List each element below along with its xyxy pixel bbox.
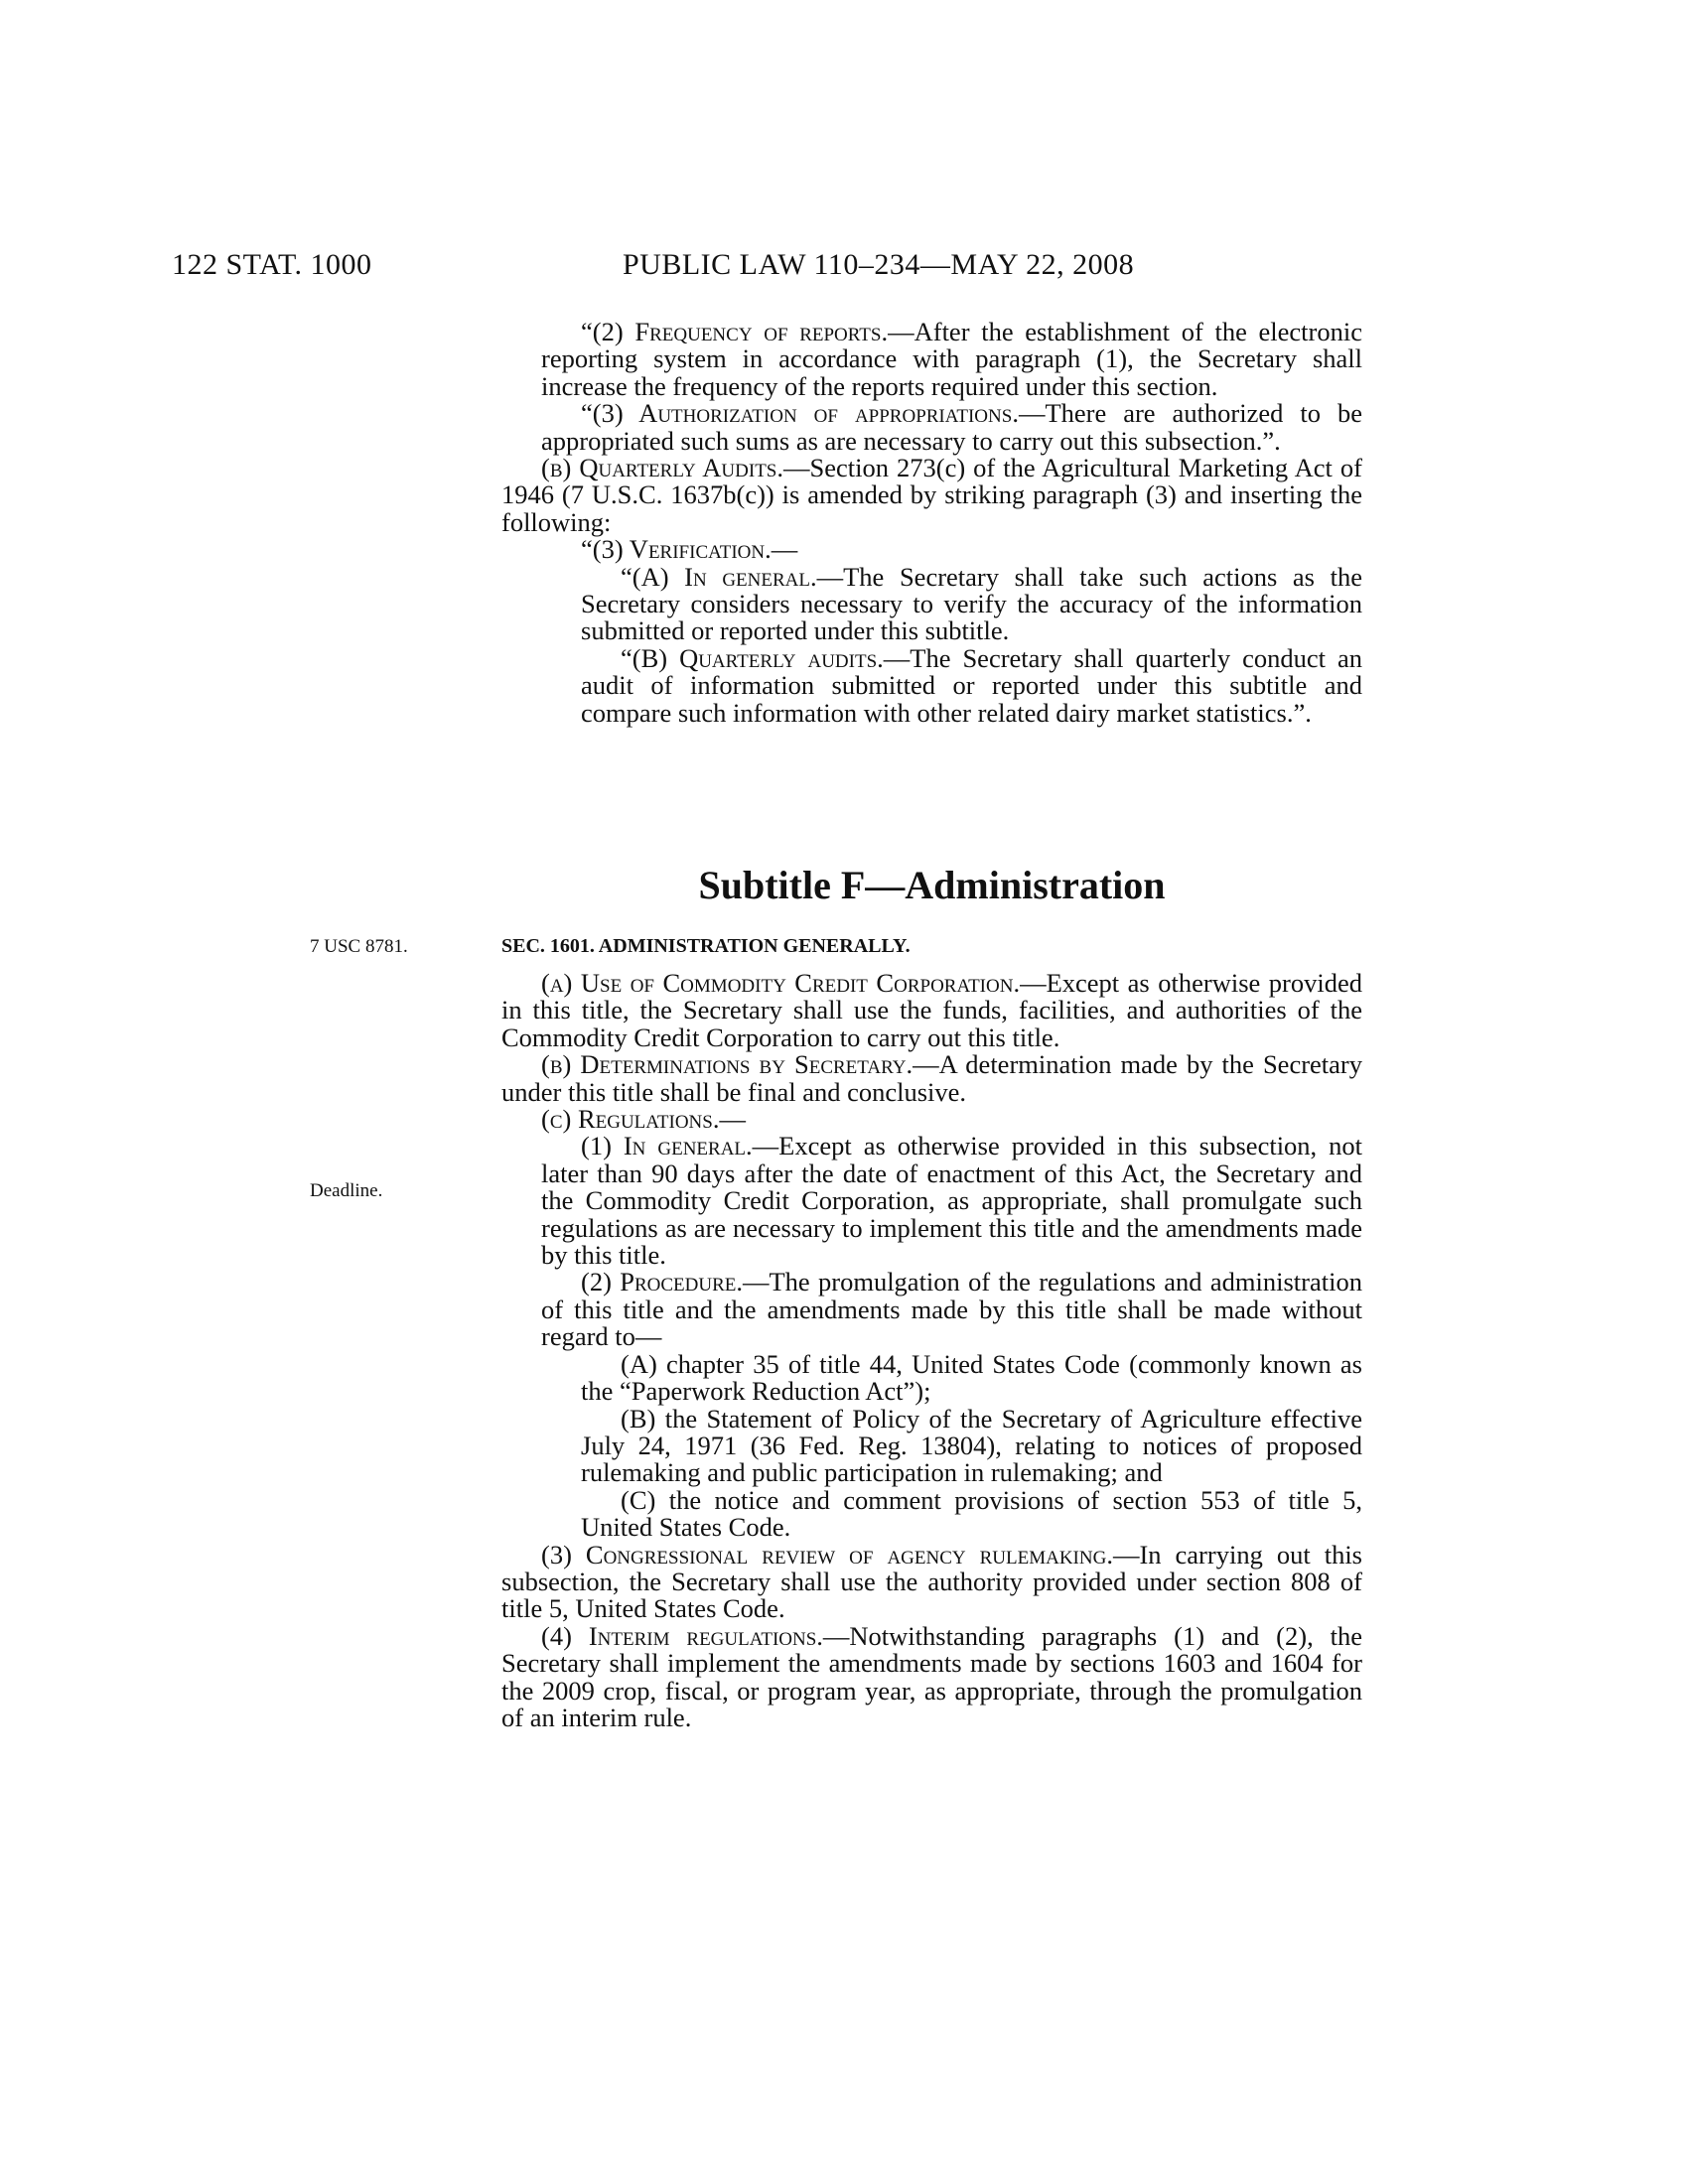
subtitle-heading: Subtitle F—Administration — [698, 863, 1166, 907]
subsection-c: (c) Regulations.— — [541, 1104, 746, 1135]
subparagraph-b-quarterly-audits: “(B) Quarterly audits.—The Secretary shall quarterly conduct an audit of information submitted or reported under this subtitle and compare such information with other related dairy market statistics.”. — [581, 642, 1363, 728]
paragraph-3-verification: “(3) Verification.— — [581, 534, 798, 565]
statute-page-number: 122 STAT. 1000 — [172, 248, 372, 281]
paragraph-c1: (1) In general.—Except as otherwise provided in this subsection, not later than 90 days after the date of enactment of this Act, the Secretary and the Commodity Credit Corporation, as appropriate, shall promulgate such regulations as are necessary to implement this title and the amendments made by this title. — [541, 1131, 1362, 1271]
section-1601-body — [501, 970, 1362, 1731]
paragraph-2-frequency: “(2) Frequency of reports.—After the establishment of the electronic reporting system in accordance with paragraph (1), the Secretary shall increase the frequency of the reports required under this section. — [541, 317, 1362, 401]
subsection-b: (b) Determinations by Secretary.—A determination made by the Secretary under this title shall be final and conclusive. — [501, 1049, 1362, 1107]
clause-c2a: (A) chapter 35 of title 44, United States Code (commonly known as the “Paperwork Reduction Act”); — [581, 1348, 1362, 1407]
paragraph-c3: (3) Congressional review of agency rulemaking.—In carrying out this subsection, the Secretary shall use the authority provided under section 808 of title 5, United States Code. — [501, 1539, 1362, 1624]
continued-provisions — [501, 319, 1362, 727]
subparagraph-a-in-general: “(A) In general.—The Secretary shall take such actions as the Secretary considers necessary to verify the accuracy of the information submitted or reported under this subtitle. — [581, 561, 1362, 646]
margin-note-usc: 7 USC 8781. — [310, 936, 408, 957]
paragraph-c2: (2) Procedure.—The promulgation of the regulations and administration of this title and the amendments made by this title shall be made without regard to— — [541, 1267, 1362, 1352]
clause-c2b: (B) the Statement of Policy of the Secretary of Agriculture effective July 24, 1971 (36 Fed. Reg. 13804), relating to notices of proposed rulemaking and public participation in rulemaking; and — [581, 1403, 1362, 1488]
paragraph-3-authorization: “(3) Authorization of appropriations.—There are authorized to be appropriated such sums as are necessary to carry out this subsection.”. — [541, 398, 1362, 456]
margin-note-deadline: Deadline. — [310, 1180, 383, 1201]
subsection-a: (a) Use of Commodity Credit Corporation.—Except as otherwise provided in this title, the Secretary shall use the funds, facilities, and authorities of the Commodity Credit Corporation to carry out this title. — [501, 968, 1362, 1052]
paragraph-c4: (4) Interim regulations.—Notwithstanding paragraphs (1) and (2), the Secretary shall implement the amendments made by sections 1603 and 1604 for the 2009 crop, fiscal, or program year, as appropriate, through the promulgation of an interim rule. — [501, 1620, 1362, 1732]
running-header: PUBLIC LAW 110–234—MAY 22, 2008 — [623, 248, 1135, 281]
clause-c2c: (C) the notice and comment provisions of section 553 of title 5, United States Code. — [581, 1484, 1362, 1543]
subsection-b-quarterly-audits: (b) Quarterly Audits.—Section 273(c) of the Agricultural Marketing Act of 1946 (7 U.S.C. 1637b(c)) is amended by striking paragraph (3) and inserting the following: — [501, 453, 1362, 537]
section-heading: SEC. 1601. ADMINISTRATION GENERALLY. — [501, 935, 911, 957]
